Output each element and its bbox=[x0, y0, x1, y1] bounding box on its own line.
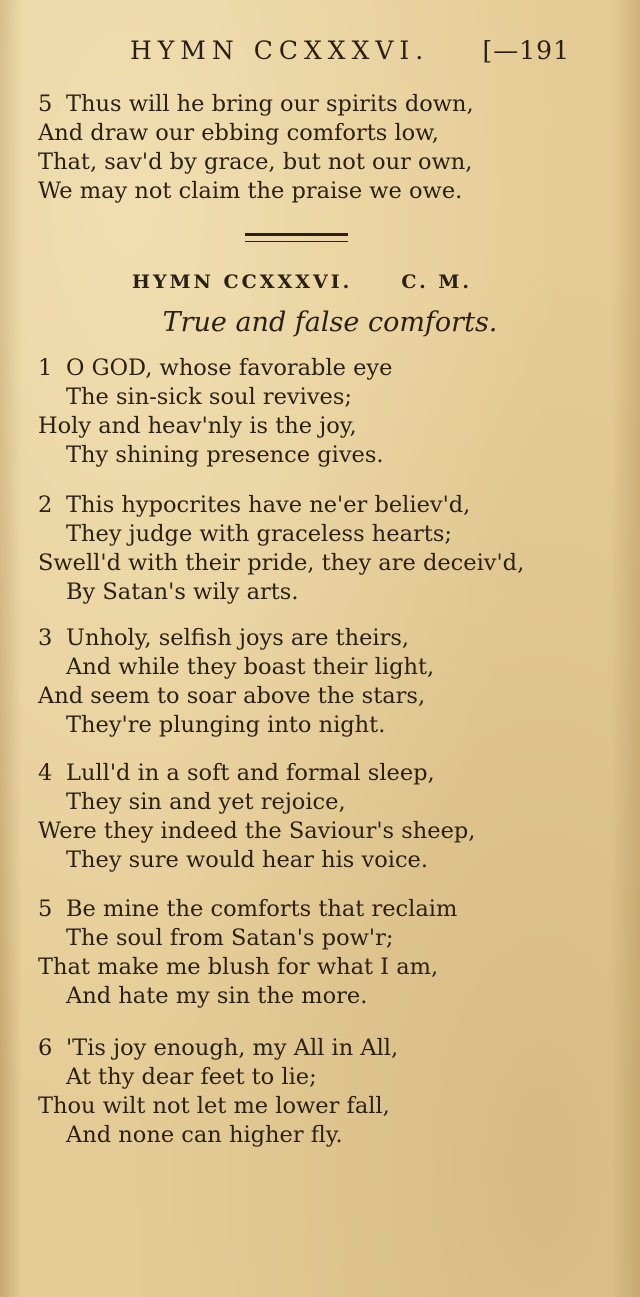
stanza-line: And seem to soar above the stars, bbox=[38, 683, 426, 709]
stanza-line: The sin-sick soul revives; bbox=[66, 384, 352, 410]
stanza-line: At thy dear feet to lie; bbox=[66, 1064, 317, 1090]
hymn-number: HYMN CCXXXVI. bbox=[132, 271, 353, 293]
stanza-line: They sin and yet rejoice, bbox=[66, 789, 346, 815]
stanza-line: And draw our ebbing comforts low, bbox=[38, 120, 439, 146]
stanza-line: Were they indeed the Saviour's sheep, bbox=[38, 818, 476, 844]
hymn-meter: C. M. bbox=[401, 271, 472, 293]
stanza-line: 'Tis joy enough, my All in All, bbox=[66, 1035, 399, 1061]
stanza-line: O GOD, whose favorable eye bbox=[66, 355, 393, 381]
running-head-title: HYMN CCXXXVI. bbox=[130, 36, 430, 65]
stanza-number: 1 bbox=[38, 355, 53, 381]
page-number: [—191 bbox=[482, 36, 570, 65]
stanza-4 bbox=[38, 759, 598, 875]
stanza-line: Unholy, selfish joys are theirs, bbox=[66, 625, 410, 651]
stanza-line: They're plunging into night. bbox=[66, 712, 386, 738]
stanza-5 bbox=[38, 895, 598, 1011]
stanza-number: 3 bbox=[38, 625, 53, 651]
stanza-line: That, sav'd by grace, but not our own, bbox=[38, 149, 473, 175]
hymn-subtitle: True and false comforts. bbox=[162, 307, 498, 338]
stanza-line: By Satan's wily arts. bbox=[66, 579, 299, 605]
stanza-line: The soul from Satan's pow'r; bbox=[66, 925, 394, 951]
stanza-line: They sure would hear his voice. bbox=[66, 847, 429, 873]
stanza-number: 4 bbox=[38, 760, 53, 786]
stanza-3 bbox=[38, 624, 598, 740]
stanza-previous-5 bbox=[38, 90, 598, 206]
stanza-line: That make me blush for what I am, bbox=[38, 954, 439, 980]
stanza-line: And while they boast their light, bbox=[66, 654, 435, 680]
stanza-line: This hypocrites have ne'er believ'd, bbox=[66, 492, 471, 518]
stanza-line: Holy and heav'nly is the joy, bbox=[38, 413, 357, 439]
stanza-line: Thy shining presence gives. bbox=[66, 442, 384, 468]
stanza-number: 6 bbox=[38, 1035, 53, 1061]
stanza-number: 5 bbox=[38, 91, 53, 117]
stanza-line: Thus will he bring our spirits down, bbox=[66, 91, 474, 117]
stanza-line: We may not claim the praise we owe. bbox=[38, 178, 463, 204]
stanza-number: 5 bbox=[38, 896, 53, 922]
hymn-heading bbox=[132, 271, 472, 293]
stanza-line: And hate my sin the more. bbox=[66, 983, 368, 1009]
stanza-line: Thou wilt not let me lower fall, bbox=[38, 1093, 390, 1119]
stanza-line: And none can higher fly. bbox=[66, 1122, 343, 1148]
stanza-line: Lull'd in a soft and formal sleep, bbox=[66, 760, 435, 786]
running-head bbox=[130, 36, 570, 65]
section-divider bbox=[245, 233, 348, 242]
stanza-1 bbox=[38, 354, 598, 470]
stanza-line: Swell'd with their pride, they are deceiv'd, bbox=[38, 550, 525, 576]
stanza-line: They judge with graceless hearts; bbox=[66, 521, 452, 547]
stanza-line: Be mine the comforts that reclaim bbox=[66, 896, 458, 922]
stanza-6 bbox=[38, 1034, 598, 1150]
stanza-number: 2 bbox=[38, 492, 53, 518]
stanza-2 bbox=[38, 491, 598, 607]
